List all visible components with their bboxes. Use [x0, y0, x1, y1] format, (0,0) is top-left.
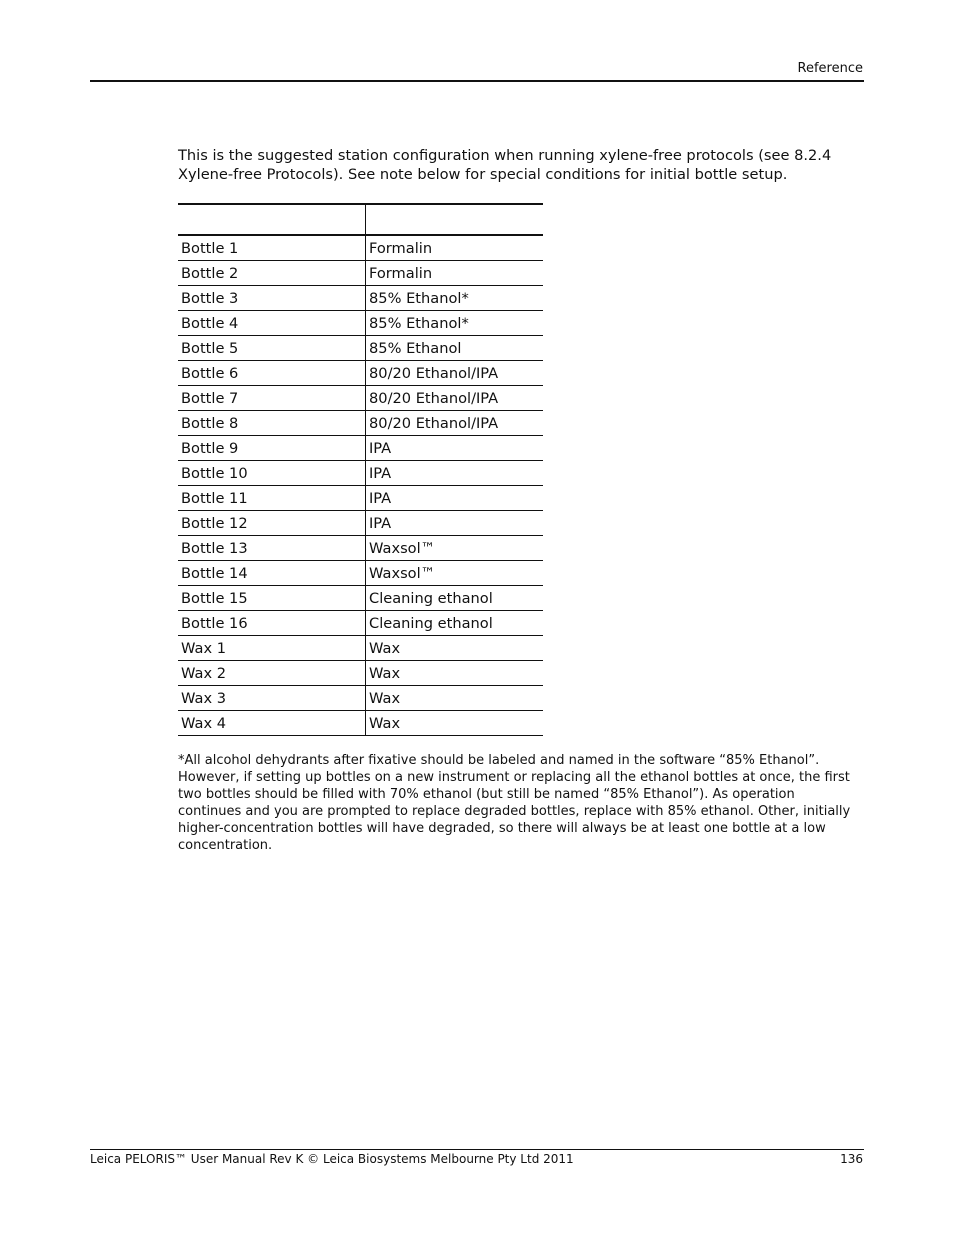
table-row — [178, 586, 543, 611]
reagent-cell: Formalin — [366, 261, 544, 286]
station-cell: Bottle 13 — [178, 536, 366, 561]
station-configuration-table — [178, 203, 543, 736]
reagent-cell: Wax — [366, 661, 544, 686]
footer-divider — [90, 1149, 864, 1150]
reagent-cell: Waxsol™ — [366, 561, 544, 586]
table-row — [178, 286, 543, 311]
reagent-cell: 80/20 Ethanol/IPA — [366, 386, 544, 411]
reagent-cell: 85% Ethanol — [366, 336, 544, 361]
table-header-station — [178, 204, 366, 235]
reagent-cell: IPA — [366, 486, 544, 511]
reagent-cell: Cleaning ethanol — [366, 611, 544, 636]
footnote-paragraph: *All alcohol dehydrants after fixative should be labeled and named in the software “85% Ethanol”. However, if setting up bottles on a new instrument or replacing all the ethanol bottles at once, the first two bottles should be filled with 70% ethanol (but still be named “85% Ethanol”). As operation continues and you are prompted to replace degraded bottles, replace with 85% ethanol. Other, initially higher-concentration bottles will have degraded, so there will always be at least one bottle at a low concentration. — [178, 753, 851, 853]
table-row — [178, 611, 543, 636]
reagent-cell: IPA — [366, 461, 544, 486]
table-body — [178, 235, 543, 736]
station-cell: Bottle 12 — [178, 511, 366, 536]
reagent-cell: Wax — [366, 686, 544, 711]
table-row — [178, 361, 543, 386]
table-row — [178, 336, 543, 361]
table-row — [178, 436, 543, 461]
header-divider — [90, 80, 864, 82]
reagent-cell: IPA — [366, 511, 544, 536]
table-row — [178, 561, 543, 586]
table-row — [178, 386, 543, 411]
station-cell: Bottle 16 — [178, 611, 366, 636]
table-row — [178, 411, 543, 436]
reagent-cell: 85% Ethanol* — [366, 286, 544, 311]
station-cell: Bottle 6 — [178, 361, 366, 386]
page-number: 136 — [840, 1152, 863, 1166]
reagent-cell: Wax — [366, 636, 544, 661]
table-row — [178, 235, 543, 261]
station-cell: Bottle 1 — [178, 235, 366, 261]
station-cell: Bottle 5 — [178, 336, 366, 361]
table-row — [178, 686, 543, 711]
intro-paragraph: This is the suggested station configuration when running xylene-free protocols (see 8.2.4 Xylene-free Protocols). See note below for special conditions for initial bottle setup. — [178, 147, 832, 183]
reagent-cell: 85% Ethanol* — [366, 311, 544, 336]
table-row — [178, 661, 543, 686]
station-cell: Bottle 15 — [178, 586, 366, 611]
station-cell: Bottle 8 — [178, 411, 366, 436]
reagent-cell: Formalin — [366, 235, 544, 261]
table-header-reagent — [366, 204, 544, 235]
reagent-cell: 80/20 Ethanol/IPA — [366, 411, 544, 436]
station-cell: Wax 3 — [178, 686, 366, 711]
table-row — [178, 486, 543, 511]
table-row — [178, 711, 543, 736]
reagent-cell: Wax — [366, 711, 544, 736]
reagent-cell: IPA — [366, 436, 544, 461]
station-cell: Wax 2 — [178, 661, 366, 686]
reagent-cell: Cleaning ethanol — [366, 586, 544, 611]
reagent-cell: Waxsol™ — [366, 536, 544, 561]
station-cell: Bottle 7 — [178, 386, 366, 411]
station-cell: Bottle 11 — [178, 486, 366, 511]
station-cell: Bottle 9 — [178, 436, 366, 461]
table-row — [178, 461, 543, 486]
table-row — [178, 536, 543, 561]
table-row — [178, 311, 543, 336]
running-header: Reference — [797, 61, 863, 76]
station-cell: Wax 1 — [178, 636, 366, 661]
table-row — [178, 511, 543, 536]
station-cell: Bottle 2 — [178, 261, 366, 286]
table-row — [178, 636, 543, 661]
table-header-row — [178, 204, 543, 235]
station-cell: Bottle 4 — [178, 311, 366, 336]
station-cell: Wax 4 — [178, 711, 366, 736]
station-cell: Bottle 3 — [178, 286, 366, 311]
station-cell: Bottle 10 — [178, 461, 366, 486]
table-row — [178, 261, 543, 286]
reagent-cell: 80/20 Ethanol/IPA — [366, 361, 544, 386]
station-cell: Bottle 14 — [178, 561, 366, 586]
footer-copyright: Leica PELORIS™ User Manual Rev K © Leica Biosystems Melbourne Pty Ltd 2011 — [90, 1152, 574, 1166]
